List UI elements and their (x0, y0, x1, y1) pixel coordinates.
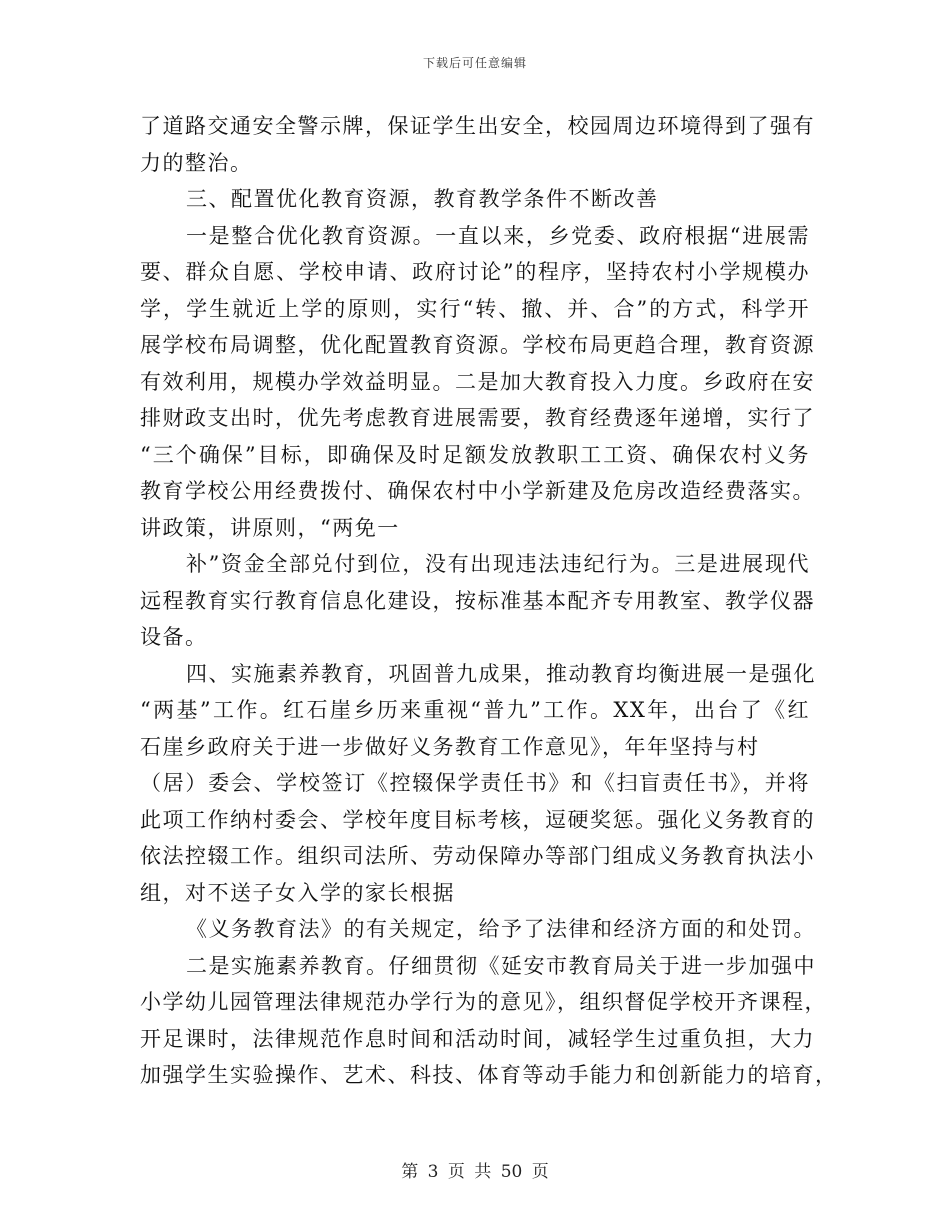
page-header-note: 下载后可任意编辑 (422, 56, 527, 70)
text-line: 讲政策，讲原则，“两免一 (140, 515, 400, 540)
text-line: 学，学生就近上学的原则，实行“转、撤、并、合”的方式，科学开 (140, 296, 810, 321)
text-line: 了道路交通安全警示牌，保证学生出安全，校园周边环境得到了强有 (140, 114, 815, 138)
text-line: 力的整治。 (140, 150, 253, 175)
text-line: 小学幼儿园管理法律规范办学行为的意见》，组织督促学校开齐课程， (140, 990, 827, 1014)
text-line: 补”资金全部兑付到位，没有出现违法违纪行为。三是进展现代 (186, 552, 810, 576)
text-line: 一是整合优化教育资源。一直以来，乡党委、政府根据“进展需 (186, 223, 810, 248)
text-line: 组，对不送子女入学的家长根据 (140, 880, 455, 905)
text-line: “两基”工作。红石崖乡历来重视“普九”工作。XX年，出台了《红 (140, 698, 810, 722)
text-line: 依法控辍工作。组织司法所、劳动保障办等部门组成义务教育执法小 (140, 844, 815, 868)
text-line: 《义务教育法》的有关规定，给予了法律和经济方面的和处罚。 (186, 917, 816, 941)
page-number-footer: 第 3 页 共 50 页 (401, 1162, 549, 1182)
text-line: 展学校布局调整，优化配置教育资源。学校布局更趋合理，教育资源 (140, 333, 815, 357)
text-line: 教育学校公用经费拨付、确保农村中小学新建及危房改造经费落实。 (140, 479, 815, 503)
section-heading: 四、实施素养教育，巩固普九成果，推动教育均衡进展一是强化 (186, 661, 816, 686)
section-heading: 三、配置优化教育资源，教育教学条件不断改善 (186, 187, 659, 211)
text-line: 设备。 (140, 625, 208, 649)
text-line: 加强学生实验操作、艺术、科技、体育等动手能力和创新能力的培育， (140, 1063, 838, 1087)
text-line: 有效利用，规模办学效益明显。二是加大教育投入力度。乡政府在安 (140, 369, 815, 394)
text-line: 此项工作纳村委会、学校年度目标考核，逗硬奖惩。强化义务教育的 (140, 807, 815, 832)
text-line: “三个确保”目标，即确保及时足额发放教职工工资、确保农村义务 (140, 442, 810, 467)
text-line: 开足课时，法律规范作息时间和活动时间，减轻学生过重负担，大力 (140, 1026, 815, 1051)
document-body (140, 108, 838, 1094)
text-line: （居）委会、学校签订《控辍保学责任书》和《扫盲责任书》，并将 (140, 771, 810, 795)
text-line: 石崖乡政府关于进一步做好义务教育工作意见》，年年坚持与村 (140, 734, 760, 759)
text-line: 二是实施素养教育。仔细贯彻《延安市教育局关于进一步加强中 (186, 953, 816, 978)
text-line: 远程教育实行教育信息化建设，按标准基本配齐专用教室、教学仪器 (140, 588, 815, 613)
text-line: 要、群众自愿、学校申请、政府讨论”的程序，坚持农村小学规模办 (140, 260, 810, 284)
text-line: 排财政支出时，优先考虑教育进展需要，教育经费逐年递增，实行了 (140, 406, 815, 430)
